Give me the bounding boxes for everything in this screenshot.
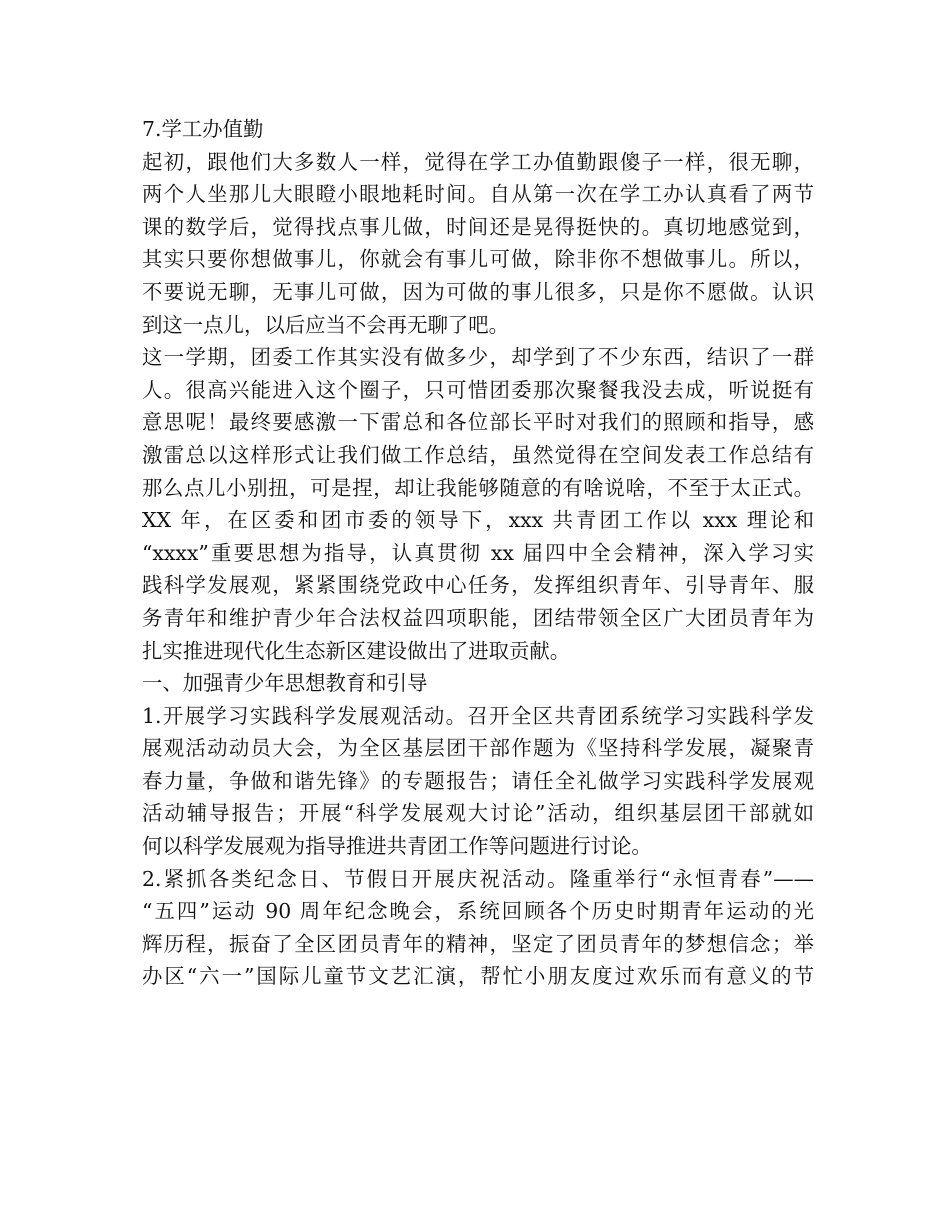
text-line: 办区“六一”国际儿童节文艺汇演，帮忙小朋友度过欢乐而有意义的节 <box>142 964 814 989</box>
text-line: 其实只要你想做事儿，你就会有事儿可做，除非你不想做事儿。所以， <box>142 247 814 272</box>
text-line: 激雷总以这样形式让我们做工作总结，虽然觉得在空间发表工作总结有 <box>142 442 814 467</box>
text-line: 春力量，争做和谐先锋》的专题报告；请任全礼做学习实践科学发展观 <box>142 768 814 793</box>
text-line: 一、加强青少年思想教育和引导 <box>142 671 428 696</box>
text-line: 活动辅导报告；开展“科学发展观大讨论”活动，组织基层团干部就如 <box>142 801 814 826</box>
text-line: 人。很高兴能进入这个圈子，只可惜团委那次聚餐我没去成，听说挺有 <box>142 377 814 402</box>
text-line: 辉历程，振奋了全区团员青年的精神，坚定了团员青年的梦想信念；举 <box>142 931 814 956</box>
text-line: 不要说无聊，无事儿可做，因为可做的事儿很多，只是你不愿做。认识 <box>142 279 814 304</box>
text-line: 展观活动动员大会，为全区基层团干部作题为《坚持科学发展，凝聚青 <box>142 736 814 761</box>
text-line: 那么点儿小别扭，可是捏，却让我能够随意的有啥说啥，不至于太正式。 <box>142 475 814 500</box>
text-line: 7.学工办值勤 <box>142 117 264 141</box>
text-line: 务青年和维护青少年合法权益四项职能，团结带领全区广大团员青年为 <box>142 605 814 630</box>
text-line: 起初，跟他们大多数人一样，觉得在学工办值勤跟傻子一样，很无聊， <box>142 149 814 174</box>
text-line: 课的数学后，觉得找点事儿做，时间还是晃得挺快的。真切地感觉到， <box>142 214 814 239</box>
text-line: 2.紧抓各类纪念日、节假日开展庆祝活动。隆重举行“永恒青春”—— <box>142 866 814 891</box>
text-line: 意思呢！最终要感激一下雷总和各位部长平时对我们的照顾和指导，感 <box>142 410 814 435</box>
text-line: XX 年，在区委和团市委的领导下，xxx 共青团工作以 xxx 理论和 <box>142 508 814 533</box>
text-line: 1.开展学习实践科学发展观活动。召开全区共青团系统学习实践科学发 <box>142 703 814 728</box>
text-line: 两个人坐那儿大眼瞪小眼地耗时间。自从第一次在学工办认真看了两节 <box>142 182 814 207</box>
text-line: 这一学期，团委工作其实没有做多少，却学到了不少东西，结识了一群 <box>142 345 814 370</box>
text-line: 扎实推进现代化生态新区建设做出了进取贡献。 <box>142 638 571 663</box>
text-line: “xxxx”重要思想为指导，认真贯彻 xx 届四中全会精神，深入学习实 <box>142 540 814 565</box>
text-line: “五四”运动 90 周年纪念晚会，系统回顾各个历史时期青年运动的光 <box>142 899 814 924</box>
document-body <box>142 113 814 993</box>
text-line: 何以科学发展观为指导推进共青团工作等问题进行讨论。 <box>142 834 652 859</box>
text-line: 践科学发展观，紧紧围绕党政中心任务，发挥组织青年、引导青年、服 <box>142 573 814 598</box>
text-line: 到这一点儿，以后应当不会再无聊了吧。 <box>142 312 510 337</box>
